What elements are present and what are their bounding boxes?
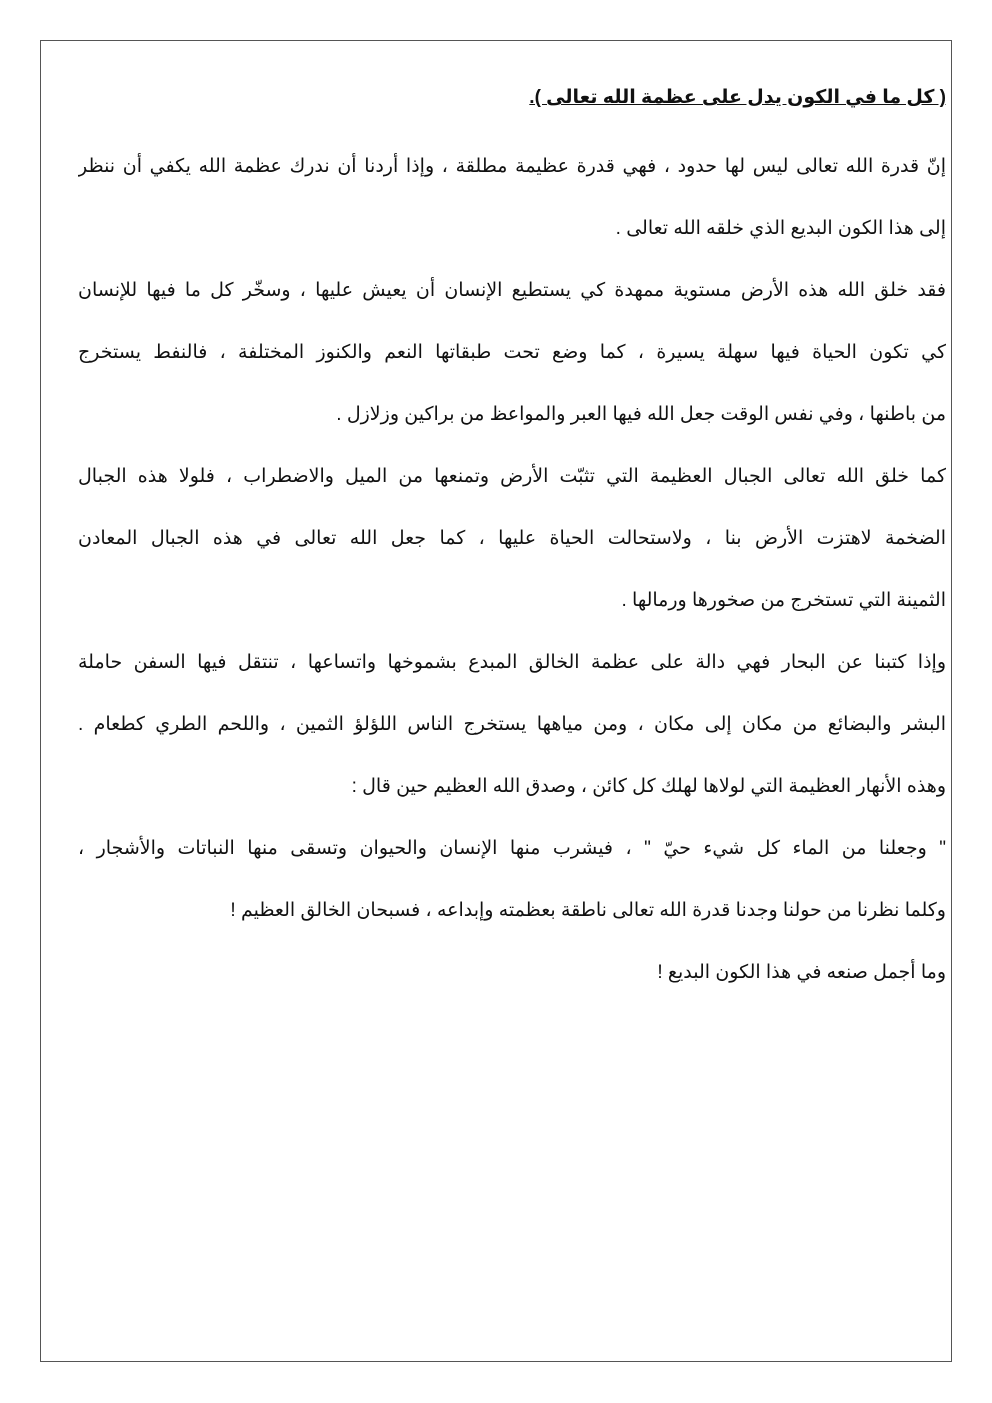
text-line: البشر والبضائع من مكان إلى مكان ، ومن مياهها يستخرج الناس اللؤلؤ الثمين ، واللحم الطري كطعام . (78, 714, 946, 735)
text-line: إلى هذا الكون البديع الذي خلقه الله تعالى . (615, 218, 946, 239)
text-line: وإذا كتبنا عن البحار فهي دالة على عظمة الخالق المبدع بشموخها واتساعها ، تنتقل فيها السفن حاملة (78, 652, 946, 673)
text-line: وكلما نظرنا من حولنا وجدنا قدرة الله تعالى ناطقة بعظمته وإبداعه ، فسبحان الخالق العظيم ! (230, 900, 946, 921)
text-line: إنّ قدرة الله تعالى ليس لها حدود ، فهي قدرة عظيمة مطلقة ، وإذا أردنا أن ندرك عظمة الله يكفي أن ننظر (78, 156, 946, 177)
text-line: كي تكون الحياة فيها سهلة يسيرة ، كما وضع تحت طبقاتها النعم والكنوز المختلفة ، فالنفط يستخرج (78, 342, 946, 363)
text-line: كما خلق الله تعالى الجبال العظيمة التي تثبّت الأرض وتمنعها من الميل والاضطراب ، فلولا هذه الجبال (78, 466, 946, 487)
text-line: " وجعلنا من الماء كل شيء حيّ " ، فيشرب منها الإنسان والحيوان وتسقى منها النباتات والأشجار ، (78, 838, 946, 859)
text-line: الضخمة لاهتزت الأرض بنا ، ولاستحالت الحياة عليها ، كما جعل الله تعالى في هذه الجبال المعادن (78, 528, 946, 549)
document-body (78, 78, 946, 1004)
text-line: وما أجمل صنعه في هذا الكون البديع ! (657, 962, 946, 983)
text-line: فقد خلق الله هذه الأرض مستوية ممهدة كي يستطيع الإنسان أن يعيش عليها ، وسخّر كل ما فيها للإنسان (78, 280, 946, 301)
text-line: وهذه الأنهار العظيمة التي لولاها لهلك كل كائن ، وصدق الله العظيم حين قال : (351, 776, 946, 797)
document-title: ( كل ما في الكون يدل على عظمة الله تعالى ). (529, 87, 946, 108)
text-line: الثمينة التي تستخرج من صخورها ورمالها . (621, 590, 946, 611)
text-line: من باطنها ، وفي نفس الوقت جعل الله فيها العبر والمواعظ من براكين وزلازل . (336, 404, 946, 425)
